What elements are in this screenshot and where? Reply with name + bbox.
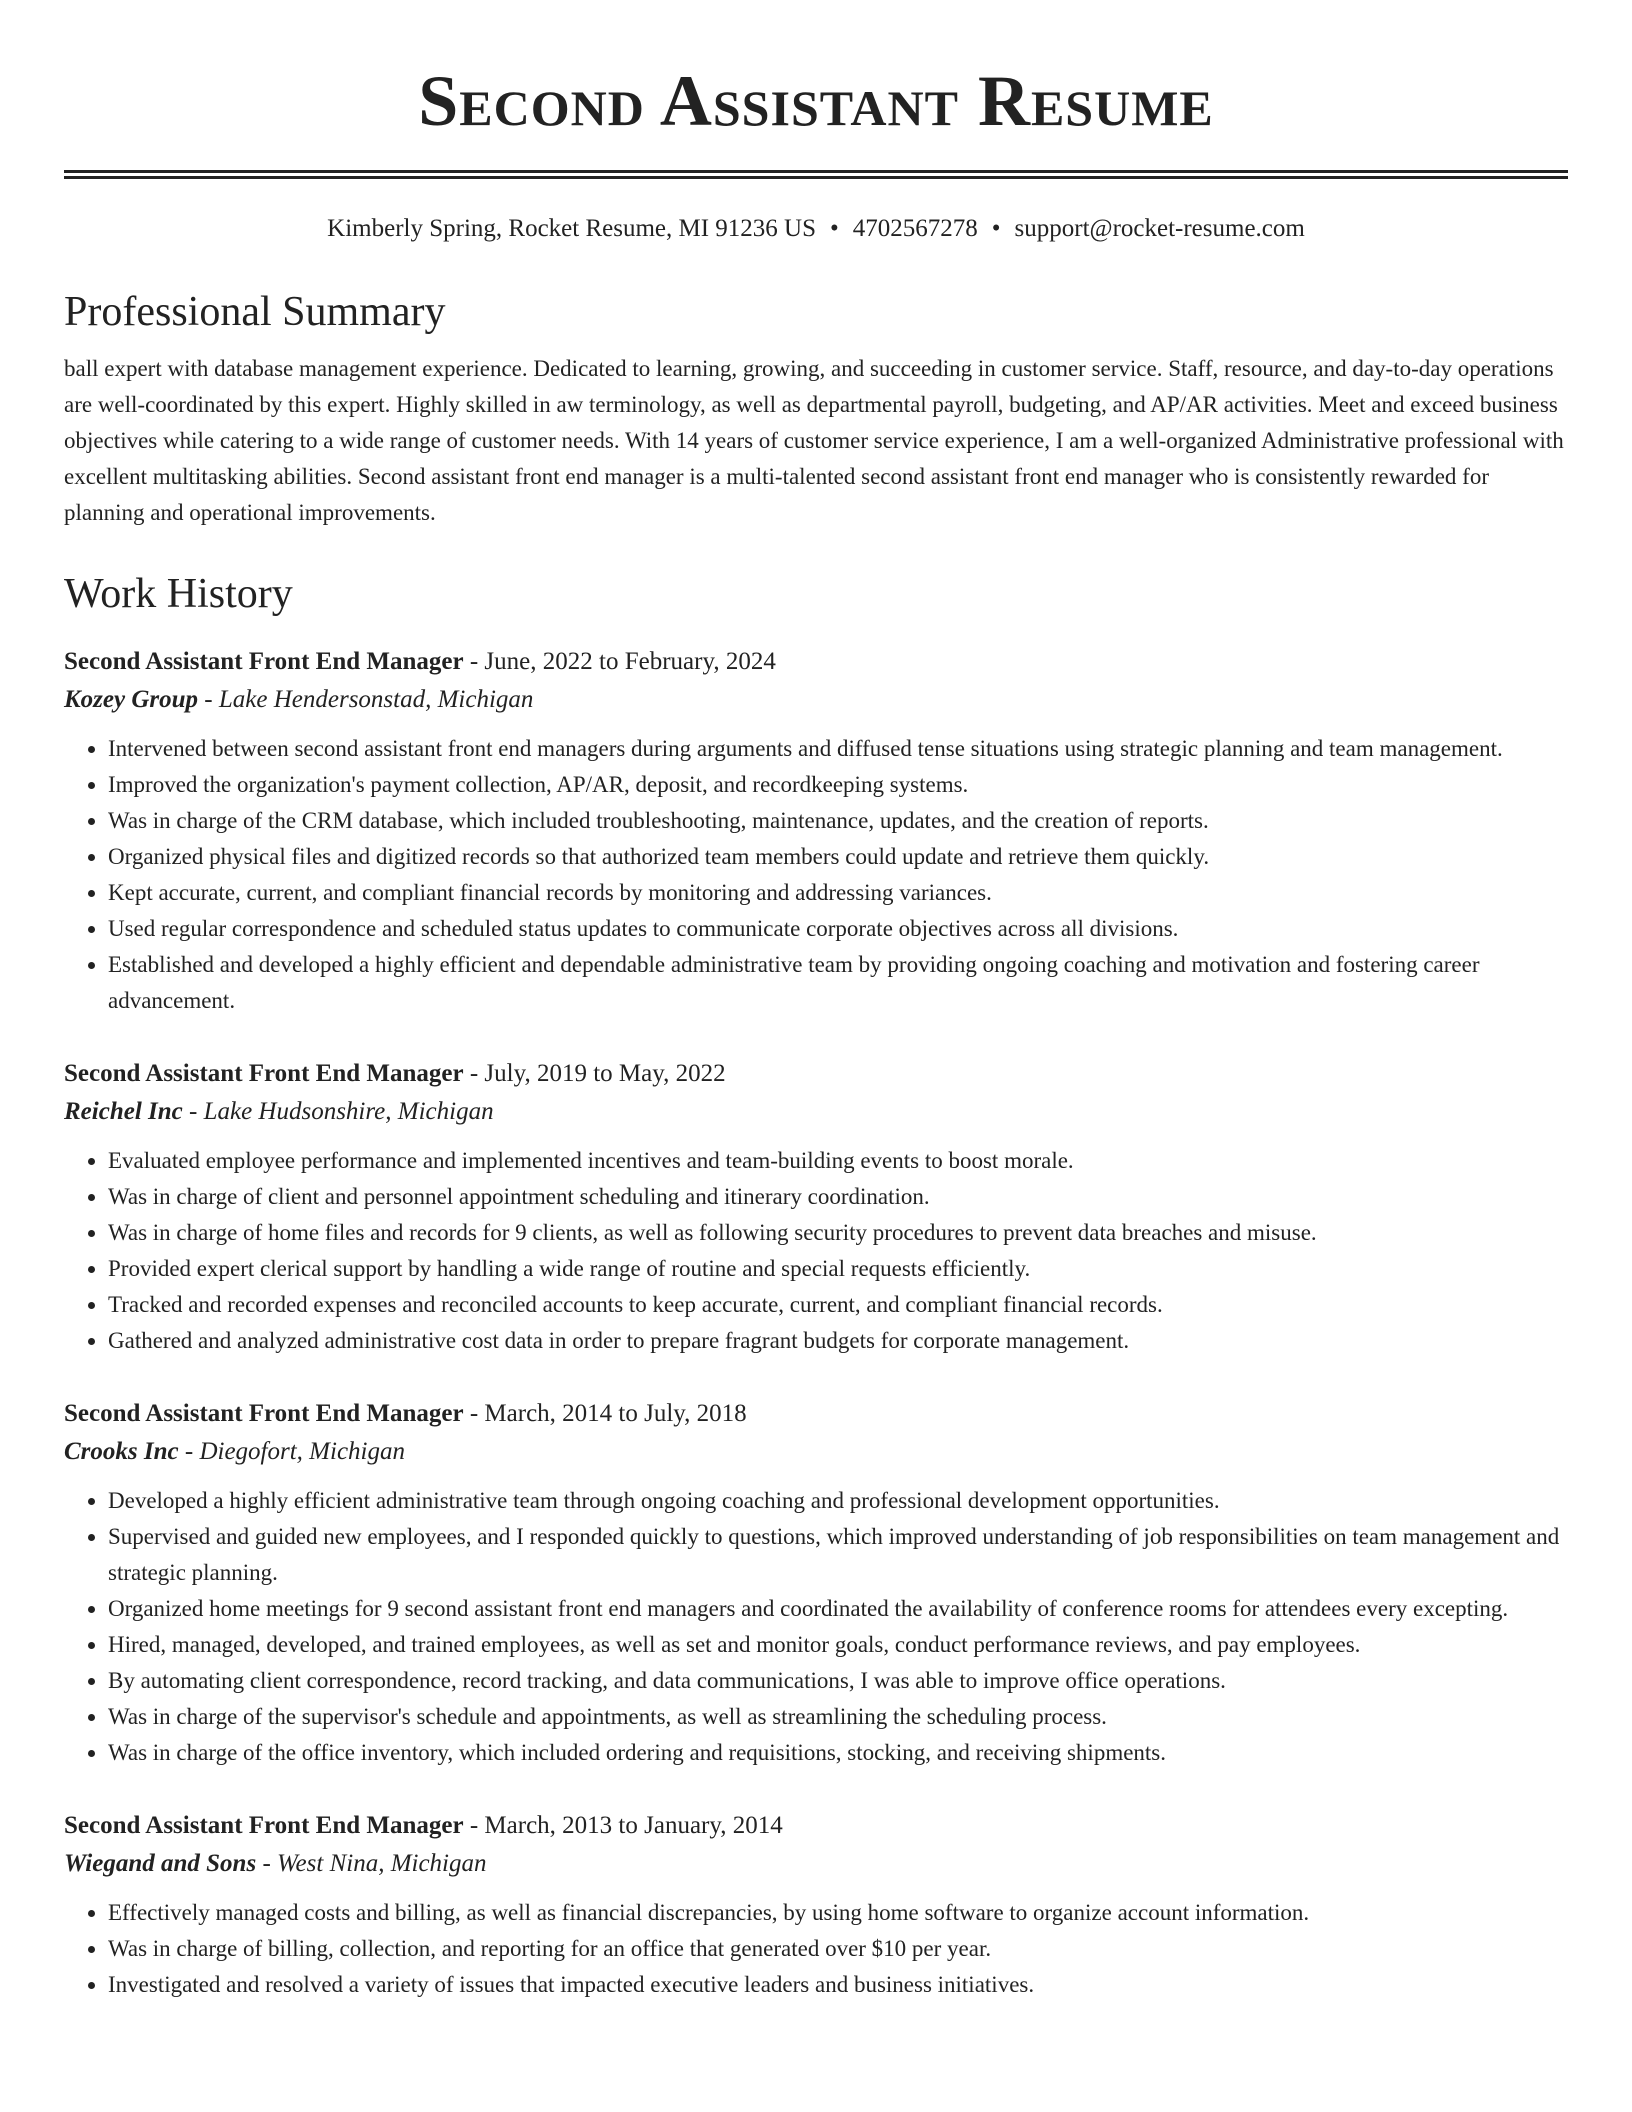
job-header [64,1807,1568,1845]
job-role: Second Assistant Front End Manager [64,1812,464,1839]
job-dates: July, 2019 to May, 2022 [484,1060,726,1087]
job-dash: - [463,1812,485,1839]
job-entry [64,1055,1568,1359]
job-duty-item: • Evaluated employee performance and implemented incentives and team-building events to boost morale. [108,1143,1568,1179]
job-duty-item: • Gathered and analyzed administrative cost data in order to prepare fragrant budgets for corporate management. [108,1323,1568,1359]
job-entry [64,643,1568,1019]
job-duty-item: • Organized home meetings for 9 second assistant front end managers and coordinated the availability of conference rooms for attendees every excepting. [108,1591,1568,1627]
job-duty-item: • Kept accurate, current, and compliant financial records by monitoring and addressing variances. [108,875,1568,911]
job-header [64,1395,1568,1433]
job-duty-item: • By automating client correspondence, record tracking, and data communications, I was able to improve office operations. [108,1663,1568,1699]
job-company-line [64,1433,1568,1471]
job-location: Lake Hendersonstad, Michigan [218,686,534,713]
contact-phone: 4702567278 [852,215,978,242]
job-dates: June, 2022 to February, 2024 [484,648,776,675]
job-duty-item: • Investigated and resolved a variety of issues that impacted executive leaders and business initiatives. [108,1967,1568,2003]
job-company: Wiegand and Sons [64,1850,257,1877]
job-entry [64,1395,1568,1771]
job-duty-item: • Intervened between second assistant front end managers during arguments and diffused tense situations using strategic planning and team management. [108,731,1568,767]
job-entry [64,1807,1568,2003]
job-role: Second Assistant Front End Manager [64,1060,464,1087]
job-duty-item: • Supervised and guided new employees, and I responded quickly to questions, which improved understanding of job responsibilities on team management and strategic planning. [108,1519,1568,1591]
job-dash: - [198,686,219,713]
job-company: Kozey Group [64,686,199,713]
work-history-heading: Work History [64,571,293,617]
job-company: Reichel Inc [64,1098,183,1125]
job-role: Second Assistant Front End Manager [64,648,464,675]
job-company-line [64,1093,1568,1131]
contact-separator: • [991,215,1001,242]
job-duty-item: • Was in charge of home files and records for 9 clients, as well as following security procedures to prevent data breaches and misuse. [108,1215,1568,1251]
job-dash: - [463,1400,485,1427]
contact-line [64,213,1568,245]
job-dates: March, 2013 to January, 2014 [484,1812,783,1839]
job-duty-item: • Was in charge of the supervisor's schedule and appointments, as well as streamlining the scheduling process. [108,1699,1568,1735]
job-duty-item: • Provided expert clerical support by handling a wide range of routine and special requests efficiently. [108,1251,1568,1287]
job-duty-item: • Was in charge of client and personnel appointment scheduling and itinerary coordination. [108,1179,1568,1215]
job-duty-item: • Was in charge of the office inventory, which included ordering and requisitions, stocking, and receiving shipments. [108,1735,1568,1771]
job-duty-item: • Was in charge of billing, collection, and reporting for an office that generated over $10 per year. [108,1931,1568,1967]
job-header [64,1055,1568,1093]
job-duty-item: • Used regular correspondence and scheduled status updates to communicate corporate objectives across all divisions. [108,911,1568,947]
job-duty-item: • Developed a highly efficient administrative team through ongoing coaching and professional development opportunities. [108,1483,1568,1519]
job-location: West Nina, Michigan [277,1850,487,1877]
contact-separator: • [830,215,839,242]
job-header [64,643,1568,681]
contact-address: Kimberly Spring, Rocket Resume, MI 91236 US [327,215,817,242]
job-role: Second Assistant Front End Manager [64,1400,464,1427]
job-company-line [64,1845,1568,1883]
job-duty-item: • Hired, managed, developed, and trained employees, as well as set and monitor goals, conduct performance reviews, and pay employees. [108,1627,1568,1663]
job-duties-list [64,1895,1568,2003]
professional-summary-heading: Professional Summary [64,289,446,335]
job-duties-list [64,731,1568,1019]
professional-summary-text: ball expert with database management experience. Dedicated to learning, growing, and succeeding in customer service. Staff, resource, and day-to-day operations are well-coordinated by this expert. Highly skilled in aw terminology, as well as departmental payroll, budgeting, and AP/AR activities. Meet and exceed business objectives while catering to a wide range of customer needs. With 14 years of customer service experience, I am a well-organized Administrative professional with excellent multitasking abilities. Second assistant front end manager is a multi-talented second assistant front end manager who is consistently rewarded for planning and operational improvements. [64,356,1564,525]
job-company-line [64,681,1568,719]
job-duties-list [64,1483,1568,1771]
job-location: Lake Hudsonshire, Michigan [203,1098,494,1125]
job-duty-item: • Organized physical files and digitized records so that authorized team members could update and retrieve them quickly. [108,839,1568,875]
job-duty-item: • Improved the organization's payment collection, AP/AR, deposit, and recordkeeping systems. [108,767,1568,803]
work-history-list [64,643,1568,2003]
job-duty-item: • Tracked and recorded expenses and reconciled accounts to keep accurate, current, and compliant financial records. [108,1287,1568,1323]
resume-title: Second Assistant Resume [418,61,1214,141]
job-duties-list [64,1143,1568,1359]
job-location: Diegofort, Michigan [199,1438,405,1465]
job-dash: - [178,1438,200,1465]
job-duty-item: • Was in charge of the CRM database, which included troubleshooting, maintenance, updates, and the creation of reports. [108,803,1568,839]
contact-email: support@rocket-resume.com [1014,215,1305,242]
job-dash: - [182,1098,204,1125]
job-dates: March, 2014 to July, 2018 [484,1400,747,1427]
job-dash: - [463,1060,485,1087]
job-company: Crooks Inc [64,1438,179,1465]
job-duty-item: • Effectively managed costs and billing, as well as financial discrepancies, by using home software to organize account information. [108,1895,1568,1931]
job-dash: - [463,648,485,675]
job-duty-item: • Established and developed a highly efficient and dependable administrative team by providing ongoing coaching and motivation and fostering career advancement. [108,947,1568,1019]
title-double-rule [64,170,1568,179]
job-dash: - [256,1850,278,1877]
